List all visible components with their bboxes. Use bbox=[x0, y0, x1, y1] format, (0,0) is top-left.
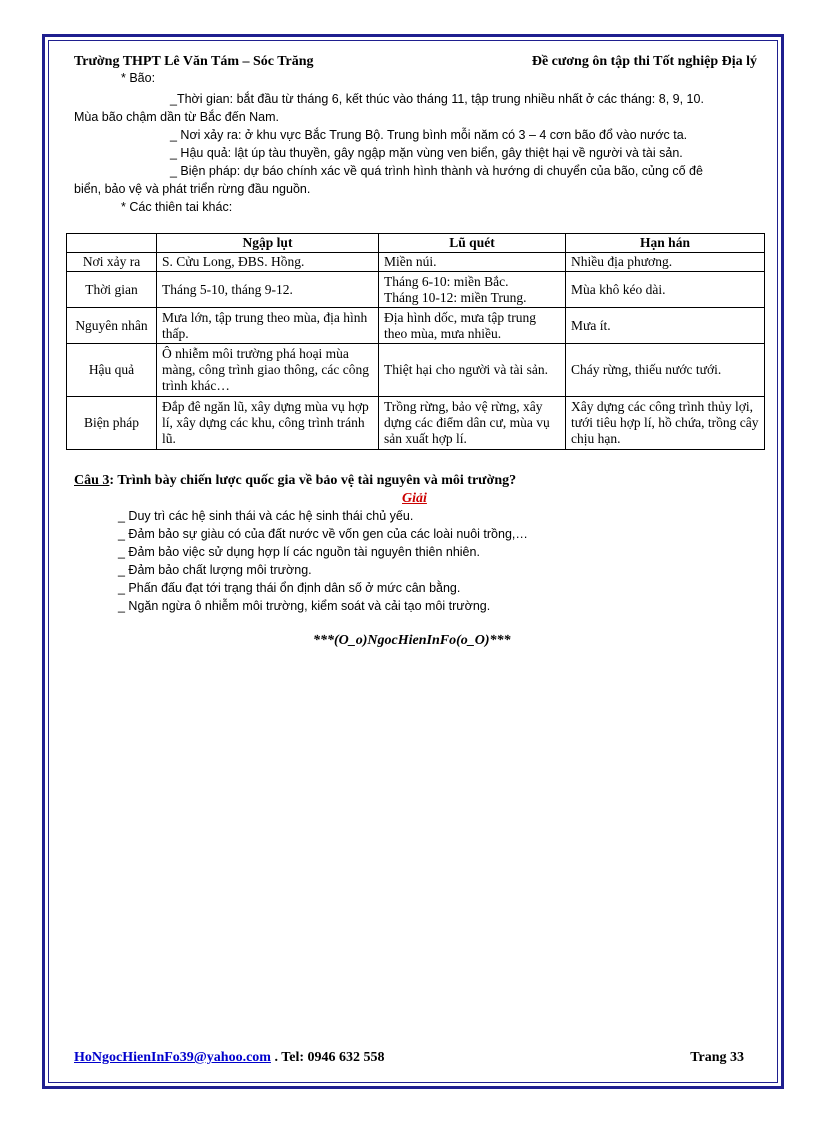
table-row bbox=[67, 308, 765, 344]
table-header-row bbox=[67, 234, 765, 253]
table-cell: Cháy rừng, thiếu nước tưới. bbox=[566, 344, 765, 397]
other-disasters-heading: * Các thiên tai khác: bbox=[121, 200, 233, 214]
table-row bbox=[67, 344, 765, 397]
question-3-text: : Trình bày chiến lược quốc gia về bảo vệ tài nguyên và môi trường? bbox=[109, 473, 517, 488]
answer-item: _ Đảm bảo chất lượng môi trường. bbox=[118, 563, 312, 577]
table-cell: Tháng 6-10: miền Bắc. Tháng 10-12: miền Trung. bbox=[379, 272, 566, 308]
table-header-cell: Hạn hán bbox=[566, 234, 765, 253]
table-cell: Ô nhiễm môi trường phá hoại mùa màng, công trình giao thông, các công trình khác… bbox=[157, 344, 379, 397]
table-row bbox=[67, 272, 765, 308]
table-cell: Tháng 5-10, tháng 9-12. bbox=[157, 272, 379, 308]
table-cell: Mưa ít. bbox=[566, 308, 765, 344]
table-cell: Đắp đê ngăn lũ, xây dựng mùa vụ hợp lí, xây dựng các khu, công trình tránh lũ. bbox=[157, 397, 379, 450]
table-cell: S. Cửu Long, ĐBS. Hồng. bbox=[157, 253, 379, 272]
footer-tel: . Tel: 0946 632 558 bbox=[270, 1050, 385, 1065]
row-label: Thời gian bbox=[67, 272, 157, 308]
table-row bbox=[67, 397, 765, 450]
bao-thoi-gian-line1: _Thời gian: bắt đầu từ tháng 6, kết thúc vào tháng 11, tập trung nhiều nhất ở các tháng: 8, 9, 10. bbox=[170, 92, 704, 106]
answer-item: _ Đảm bảo sự giàu có của đất nước về vốn gen của các loài nuôi trồng,… bbox=[118, 527, 528, 541]
row-label: Nơi xảy ra bbox=[67, 253, 157, 272]
table-cell: Thiệt hại cho người và tài sản. bbox=[379, 344, 566, 397]
table-cell: Trồng rừng, bảo vệ rừng, xây dựng các điểm dân cư, mùa vụ sản xuất hợp lí. bbox=[379, 397, 566, 450]
table-cell: Miền núi. bbox=[379, 253, 566, 272]
disaster-table bbox=[66, 233, 765, 450]
bao-hau-qua: _ Hậu quả: lật úp tàu thuyền, gây ngập mặn vùng ven biển, gây thiệt hại về người và tài sản. bbox=[170, 146, 683, 160]
row-label: Biện pháp bbox=[67, 397, 157, 450]
header-title: Đề cương ôn tập thi Tốt nghiệp Địa lý bbox=[531, 54, 757, 69]
question-3-label: Câu 3 bbox=[74, 473, 110, 488]
row-label: Hậu quả bbox=[67, 344, 157, 397]
table-cell: Mùa khô kéo dài. bbox=[566, 272, 765, 308]
table-row bbox=[67, 253, 765, 272]
question-3 bbox=[74, 473, 516, 489]
table-header-cell: Lũ quét bbox=[379, 234, 566, 253]
bao-heading: * Bão: bbox=[121, 71, 156, 85]
row-label: Nguyên nhân bbox=[67, 308, 157, 344]
header-school: Trường THPT Lê Văn Tám – Sóc Trăng bbox=[74, 54, 314, 69]
footer-email-link[interactable]: HoNgocHienInFo39@yahoo.com bbox=[74, 1050, 271, 1065]
answer-heading: Giải bbox=[402, 491, 427, 506]
table-cell: Mưa lớn, tập trung theo mùa, địa hình thấp. bbox=[157, 308, 379, 344]
page-border-inner bbox=[48, 40, 778, 1083]
bao-thoi-gian-line2: Mùa bão chậm dần từ Bắc đến Nam. bbox=[74, 110, 280, 124]
bao-bien-phap-line2: biển, bảo vệ và phát triển rừng đầu nguồn. bbox=[74, 182, 311, 196]
table-cell: Nhiều địa phương. bbox=[566, 253, 765, 272]
table-cell: Địa hình dốc, mưa tập trung theo mùa, mưa nhiều. bbox=[379, 308, 566, 344]
answer-item: _ Phấn đấu đạt tới trạng thái ổn định dân số ở mức cân bằng. bbox=[118, 581, 461, 595]
footer-contact bbox=[74, 1050, 385, 1066]
footer-page-number: Trang 33 bbox=[690, 1050, 744, 1065]
bao-bien-phap-line1: _ Biện pháp: dự báo chính xác về quá trình hình thành và hướng di chuyển của bão, củng cố đê bbox=[170, 164, 703, 178]
answer-item: _ Ngăn ngừa ô nhiễm môi trường, kiểm soát và cải tạo môi trường. bbox=[118, 599, 491, 613]
signature: ***(O_o)NgocHienInFo(o_O)*** bbox=[313, 633, 511, 648]
table-cell: Xây dựng các công trình thủy lợi, tưới tiêu hợp lí, hồ chứa, trồng cây chịu hạn. bbox=[566, 397, 765, 450]
answer-item: _ Duy trì các hệ sinh thái và các hệ sinh thái chủ yếu. bbox=[118, 509, 414, 523]
table-header-cell: Ngập lụt bbox=[157, 234, 379, 253]
answer-item: _ Đảm bảo việc sử dụng hợp lí các nguồn tài nguyên thiên nhiên. bbox=[118, 545, 480, 559]
table-header-cell bbox=[67, 234, 157, 253]
bao-noi-xay-ra: _ Nơi xảy ra: ở khu vực Bắc Trung Bộ. Trung bình mỗi năm có 3 – 4 cơn bão đổ vào nước ta. bbox=[170, 128, 688, 142]
